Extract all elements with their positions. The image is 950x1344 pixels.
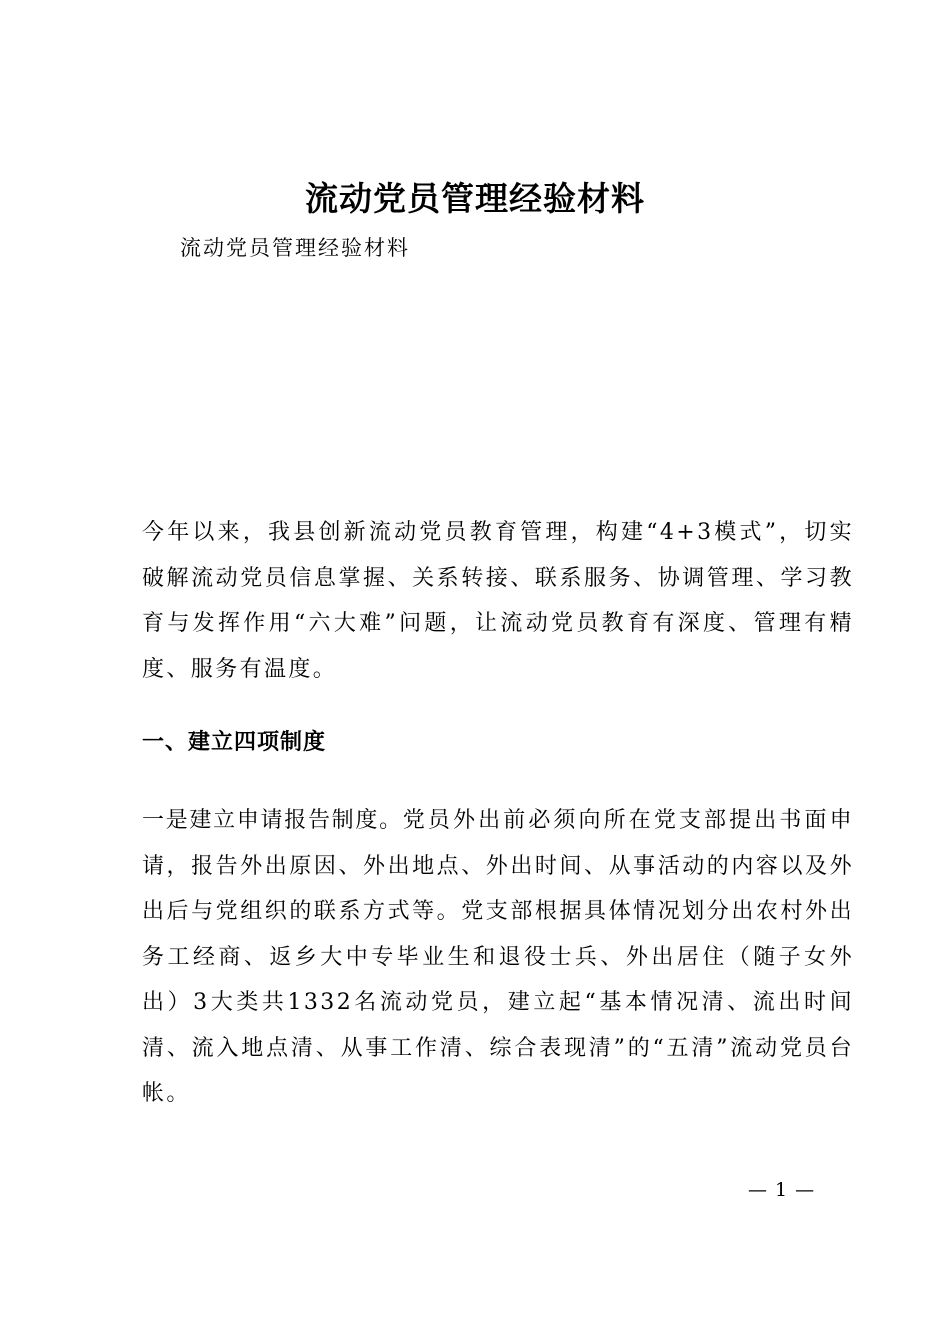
paragraph-body: 党员外出前必须向所在党支部提出书面申请，报告外出原因、外出地点、外出时间、从事活动的内容以及外出后与党组织的联系方式等。党支部根据具体情况划分出农村外出务工经商、返乡大中专毕业生和退役士兵、外出居住（随子女外出）3大类共1332名流动党员，建立起“基本情况清、流出时间清、流入地点清、从事工作清、综合表现清”的“五清”流动党员台帐。 (142, 808, 854, 1106)
section-heading: 一、建立四项制度 (142, 730, 327, 755)
document-title: 流动党员管理经验材料 (305, 179, 645, 218)
document-subtitle: 流动党员管理经验材料 (180, 236, 410, 260)
paragraph-lead: 一是建立申请报告制度。 (142, 808, 403, 833)
section-paragraph (128, 798, 854, 1117)
page-number: — 1 — (748, 1179, 816, 1201)
intro-paragraph: 今年以来，我县创新流动党员教育管理，构建“4+3模式”，切实破解流动党员信息掌握、关系转接、联系服务、协调管理、学习教育与发挥作用“六大难”问题，让流动党员教育有深度、管理有精度、服务有温度。 (142, 520, 854, 682)
